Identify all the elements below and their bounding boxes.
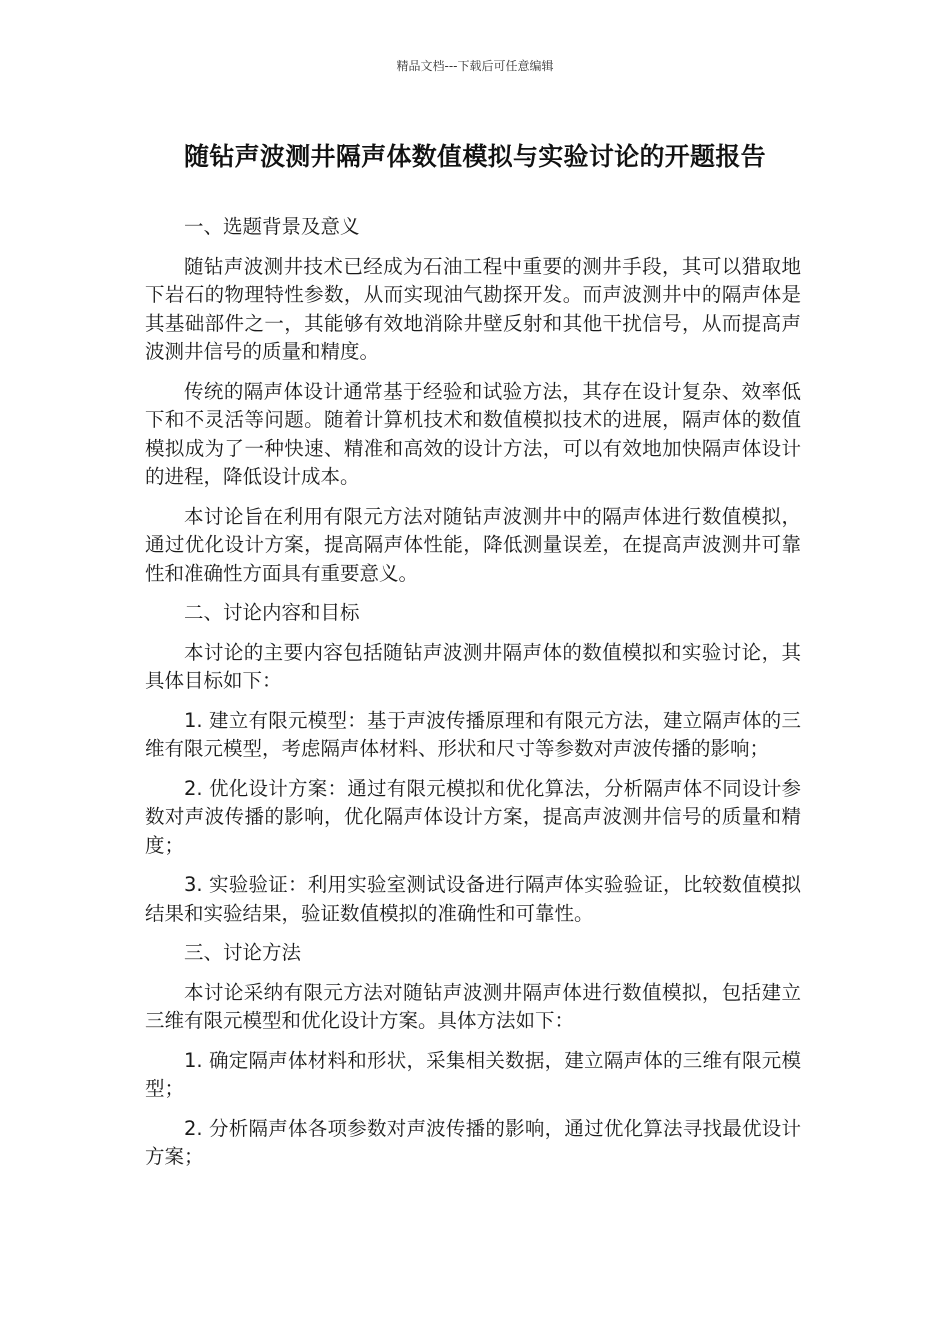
list-item: 1. 确定隔声体材料和形状，采集相关数据，建立隔声体的三维有限元模型； [145,1048,801,1100]
paragraph: 随钻声波测井技术已经成为石油工程中重要的测井手段，其可以猎取地下岩石的物理特性参数，从而实现油气勘探开发。而声波测井中的隔声体是其基础部件之一，其能够有效地消除井壁反射和其他干扰信号，从而提高声波测井信号的质量和精度。 [145,254,801,363]
list-item: 2. 优化设计方案：通过有限元模拟和优化算法，分析隔声体不同设计参数对声波传播的影响，优化隔声体设计方案，提高声波测井信号的质量和精度； [145,776,801,857]
list-item: 2. 分析隔声体各项参数对声波传播的影响，通过优化算法寻找最优设计方案； [145,1116,801,1168]
section-heading-background: 一、选题背景及意义 [184,215,360,238]
section-heading-methods: 三、讨论方法 [184,941,302,964]
document-body [145,213,801,1183]
paragraph: 本讨论的主要内容包括随钻声波测井隔声体的数值模拟和实验讨论，其具体目标如下： [145,640,801,692]
page-header-note: 精品文档---下载后可任意编辑 [396,59,554,73]
paragraph: 本讨论旨在利用有限元方法对随钻声波测井中的隔声体进行数值模拟，通过优化设计方案，提高隔声体性能，降低测量误差，在提高声波测井可靠性和准确性方面具有重要意义。 [145,504,801,585]
list-item: 1. 建立有限元模型：基于声波传播原理和有限元方法，建立隔声体的三维有限元模型，考虑隔声体材料、形状和尺寸等参数对声波传播的影响； [145,708,801,760]
section-heading-content-goals: 二、讨论内容和目标 [184,601,360,624]
paragraph: 本讨论采纳有限元方法对随钻声波测井隔声体进行数值模拟，包括建立三维有限元模型和优化设计方案。具体方法如下： [145,980,801,1032]
document-title: 随钻声波测井隔声体数值模拟与实验讨论的开题报告 [184,142,766,171]
list-item: 3. 实验验证：利用实验室测试设备进行隔声体实验验证，比较数值模拟结果和实验结果，验证数值模拟的准确性和可靠性。 [145,873,801,925]
paragraph: 传统的隔声体设计通常基于经验和试验方法，其存在设计复杂、效率低下和不灵活等问题。随着计算机技术和数值模拟技术的进展，隔声体的数值模拟成为了一种快速、精准和高效的设计方法，可以有效地加快隔声体设计的进程，降低设计成本。 [145,379,801,488]
